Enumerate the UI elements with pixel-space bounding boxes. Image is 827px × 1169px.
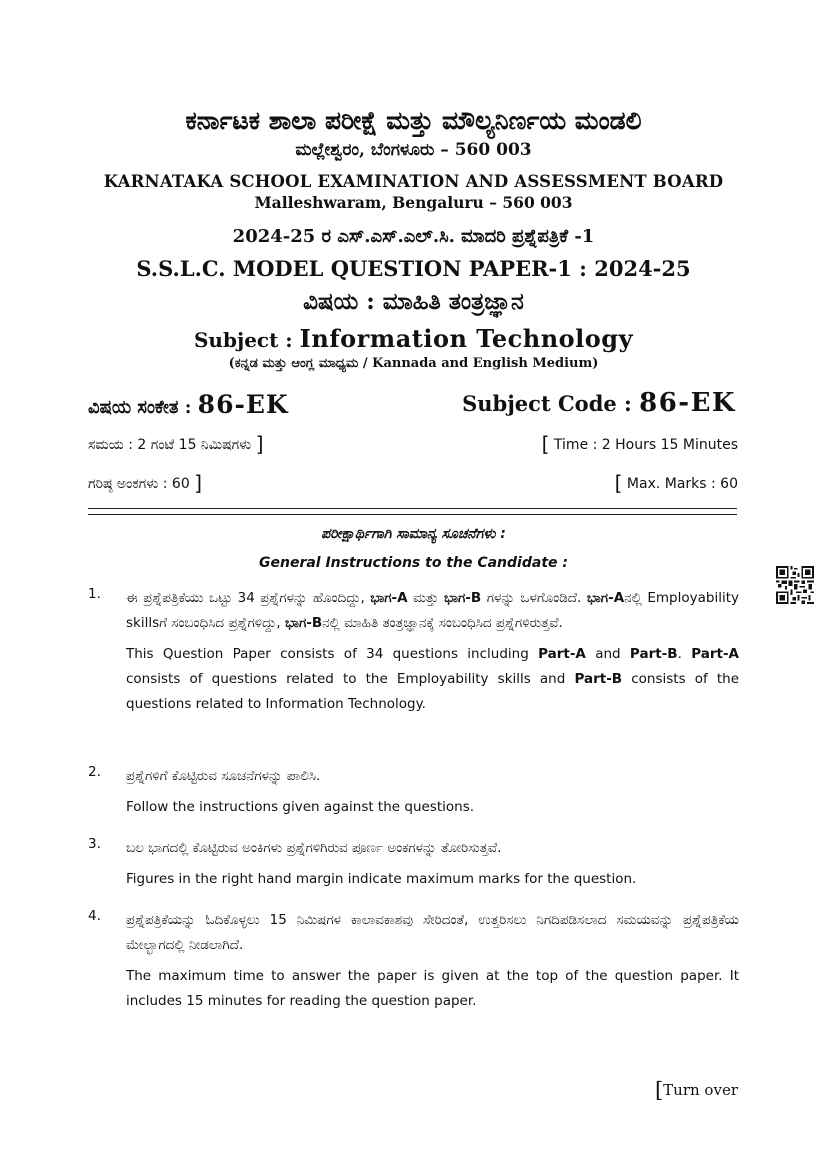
subject-code-kannada: [88, 390, 289, 419]
subject-label: Subject :: [193, 328, 293, 352]
medium-line: (ಕನ್ನಡ ಮತ್ತು ಆಂಗ್ಲ ಮಾಧ್ಯಮ / Kannada and English Medium): [228, 356, 599, 371]
subject-code-value-english: 86-EK: [639, 388, 736, 418]
turn-over-note: [Turn over: [654, 1078, 738, 1102]
qr-code-icon: [776, 566, 814, 604]
instructions-heading-kannada: ಪರೀಕ್ಷಾರ್ಥಿಗಾಗಿ ಸಾಮಾನ್ಯ ಸೂಚನೆಗಳು :: [321, 526, 506, 542]
divider-top: [88, 508, 737, 509]
paper-title-english: S.S.L.C. MODEL QUESTION PAPER-1 : 2024-25: [136, 256, 691, 281]
instruction-item-3: [88, 836, 739, 892]
instruction-number: 2.: [88, 764, 101, 780]
board-title-english: KARNATAKA SCHOOL EXAMINATION AND ASSESSMENT BOARD: [103, 172, 724, 191]
instruction-item-4: [88, 908, 739, 1014]
time-english: [ Time : 2 Hours 15 Minutes: [541, 432, 738, 456]
instruction-text-english: Follow the instructions given against the questions.: [126, 799, 475, 815]
instruction-text-kannada: ಬಲ ಭಾಗದಲ್ಲಿ ಕೊಟ್ಟಿರುವ ಅಂಕಿಗಳು ಪ್ರಶ್ನೆಗಳಿಗಿರುವ ಪೂರ್ಣ ಅಂಕಗಳನ್ನು ತೋರಿಸುತ್ತವೆ.: [126, 840, 502, 856]
board-address-english: Malleshwaram, Bengaluru – 560 003: [254, 193, 573, 212]
subject-kannada: ವಿಷಯ : ಮಾಹಿತಿ ತಂತ್ರಜ್ಞಾನ: [303, 288, 524, 315]
subject-english: [0, 324, 827, 353]
instruction-text-kannada: ಪ್ರಶ್ನೆಪತ್ರಿಕೆಯನ್ನು ಓದಿಕೊಳ್ಳಲು 15 ನಿಮಿಷಗಳ ಕಾಲಾವಕಾಶವು ಸೇರಿದಂತೆ, ಉತ್ತರಿಸಲು ನಿಗದಿಪಡಿಸಲಾದ ಸಮಯವನ್ನು ಪ್ರಶ್ನೆಪತ್ರಿಕೆಯ ಮೇಲ್ಭಾಗದಲ್ಲಿ ನೀಡಲಾಗಿದೆ.: [126, 912, 739, 953]
marks-english: [ Max. Marks : 60: [614, 471, 738, 495]
instructions-heading-english: General Instructions to the Candidate :: [259, 555, 568, 571]
subject-code-value-kannada: 86-EK: [197, 390, 289, 419]
time-kannada: ಸಮಯ : 2 ಗಂಟೆ 15 ನಿಮಿಷಗಳು ]: [88, 432, 264, 456]
divider-bottom: [88, 514, 737, 515]
instruction-text-kannada: ಈ ಪ್ರಶ್ನೆಪತ್ರಿಕೆಯು ಒಟ್ಟು 34 ಪ್ರಶ್ನೆಗಳನ್ನು ಹೊಂದಿದ್ದು, ಭಾಗ-A ಮತ್ತು ಭಾಗ-B ಗಳನ್ನು ಒಳಗೊಂಡಿದೆ. ಭಾಗ-Aನಲ್ಲಿ Employability skillsಗೆ ಸಂಬಂಧಿಸಿದ ಪ್ರಶ್ನೆಗಳಿದ್ದು, ಭಾಗ-Bನಲ್ಲಿ ಮಾಹಿತಿ ತಂತ್ರಜ್ಞಾನಕ್ಕೆ ಸಂಬಂಧಿಸಿದ ಪ್ರಶ್ನೆಗಳಿರುತ್ತವೆ.: [126, 590, 739, 631]
instruction-text-kannada: ಪ್ರಶ್ನೆಗಳಿಗೆ ಕೊಟ್ಟಿರುವ ಸೂಚನೆಗಳನ್ನು ಪಾಲಿಸಿ.: [126, 768, 321, 784]
subject-code-label-kannada: ವಿಷಯ ಸಂಕೇತ :: [88, 397, 192, 418]
instruction-number: 1.: [88, 586, 101, 602]
marks-kannada: ಗರಿಷ್ಠ ಅಂಕಗಳು : 60 ]: [88, 471, 202, 495]
instruction-text-english: This Question Paper consists of 34 questions including Part-A and Part-B. Part-A consists of questions related to the Employability skills and Part-B consists of the questions related to Information Technology.: [126, 646, 740, 712]
board-title-kannada: ಕರ್ನಾಟಕ ಶಾಲಾ ಪರೀಕ್ಷೆ ಮತ್ತು ಮೌಲ್ಯನಿರ್ಣಯ ಮಂಡಲಿ: [185, 106, 642, 135]
paper-title-kannada: 2024-25 ರ ಎಸ್.ಎಸ್.ಎಲ್.ಸಿ. ಮಾದರಿ ಪ್ರಶ್ನೆಪತ್ರಿಕೆ -1: [232, 226, 595, 247]
instruction-text-english: Figures in the right hand margin indicate maximum marks for the question.: [126, 871, 637, 887]
subject-code-english: [462, 388, 736, 418]
subject-value: Information Technology: [299, 324, 634, 353]
instruction-item-1: [88, 586, 739, 717]
instruction-number: 3.: [88, 836, 101, 852]
instruction-number: 4.: [88, 908, 101, 924]
instruction-item-2: [88, 764, 739, 820]
board-address-kannada: ಮಲ್ಲೇಶ್ವರಂ, ಬೆಂಗಳೂರು – 560 003: [295, 140, 532, 160]
instruction-text-english: The maximum time to answer the paper is given at the top of the question paper. It includes 15 minutes for reading the question paper.: [126, 968, 739, 1009]
subject-code-label-english: Subject Code :: [462, 391, 632, 416]
